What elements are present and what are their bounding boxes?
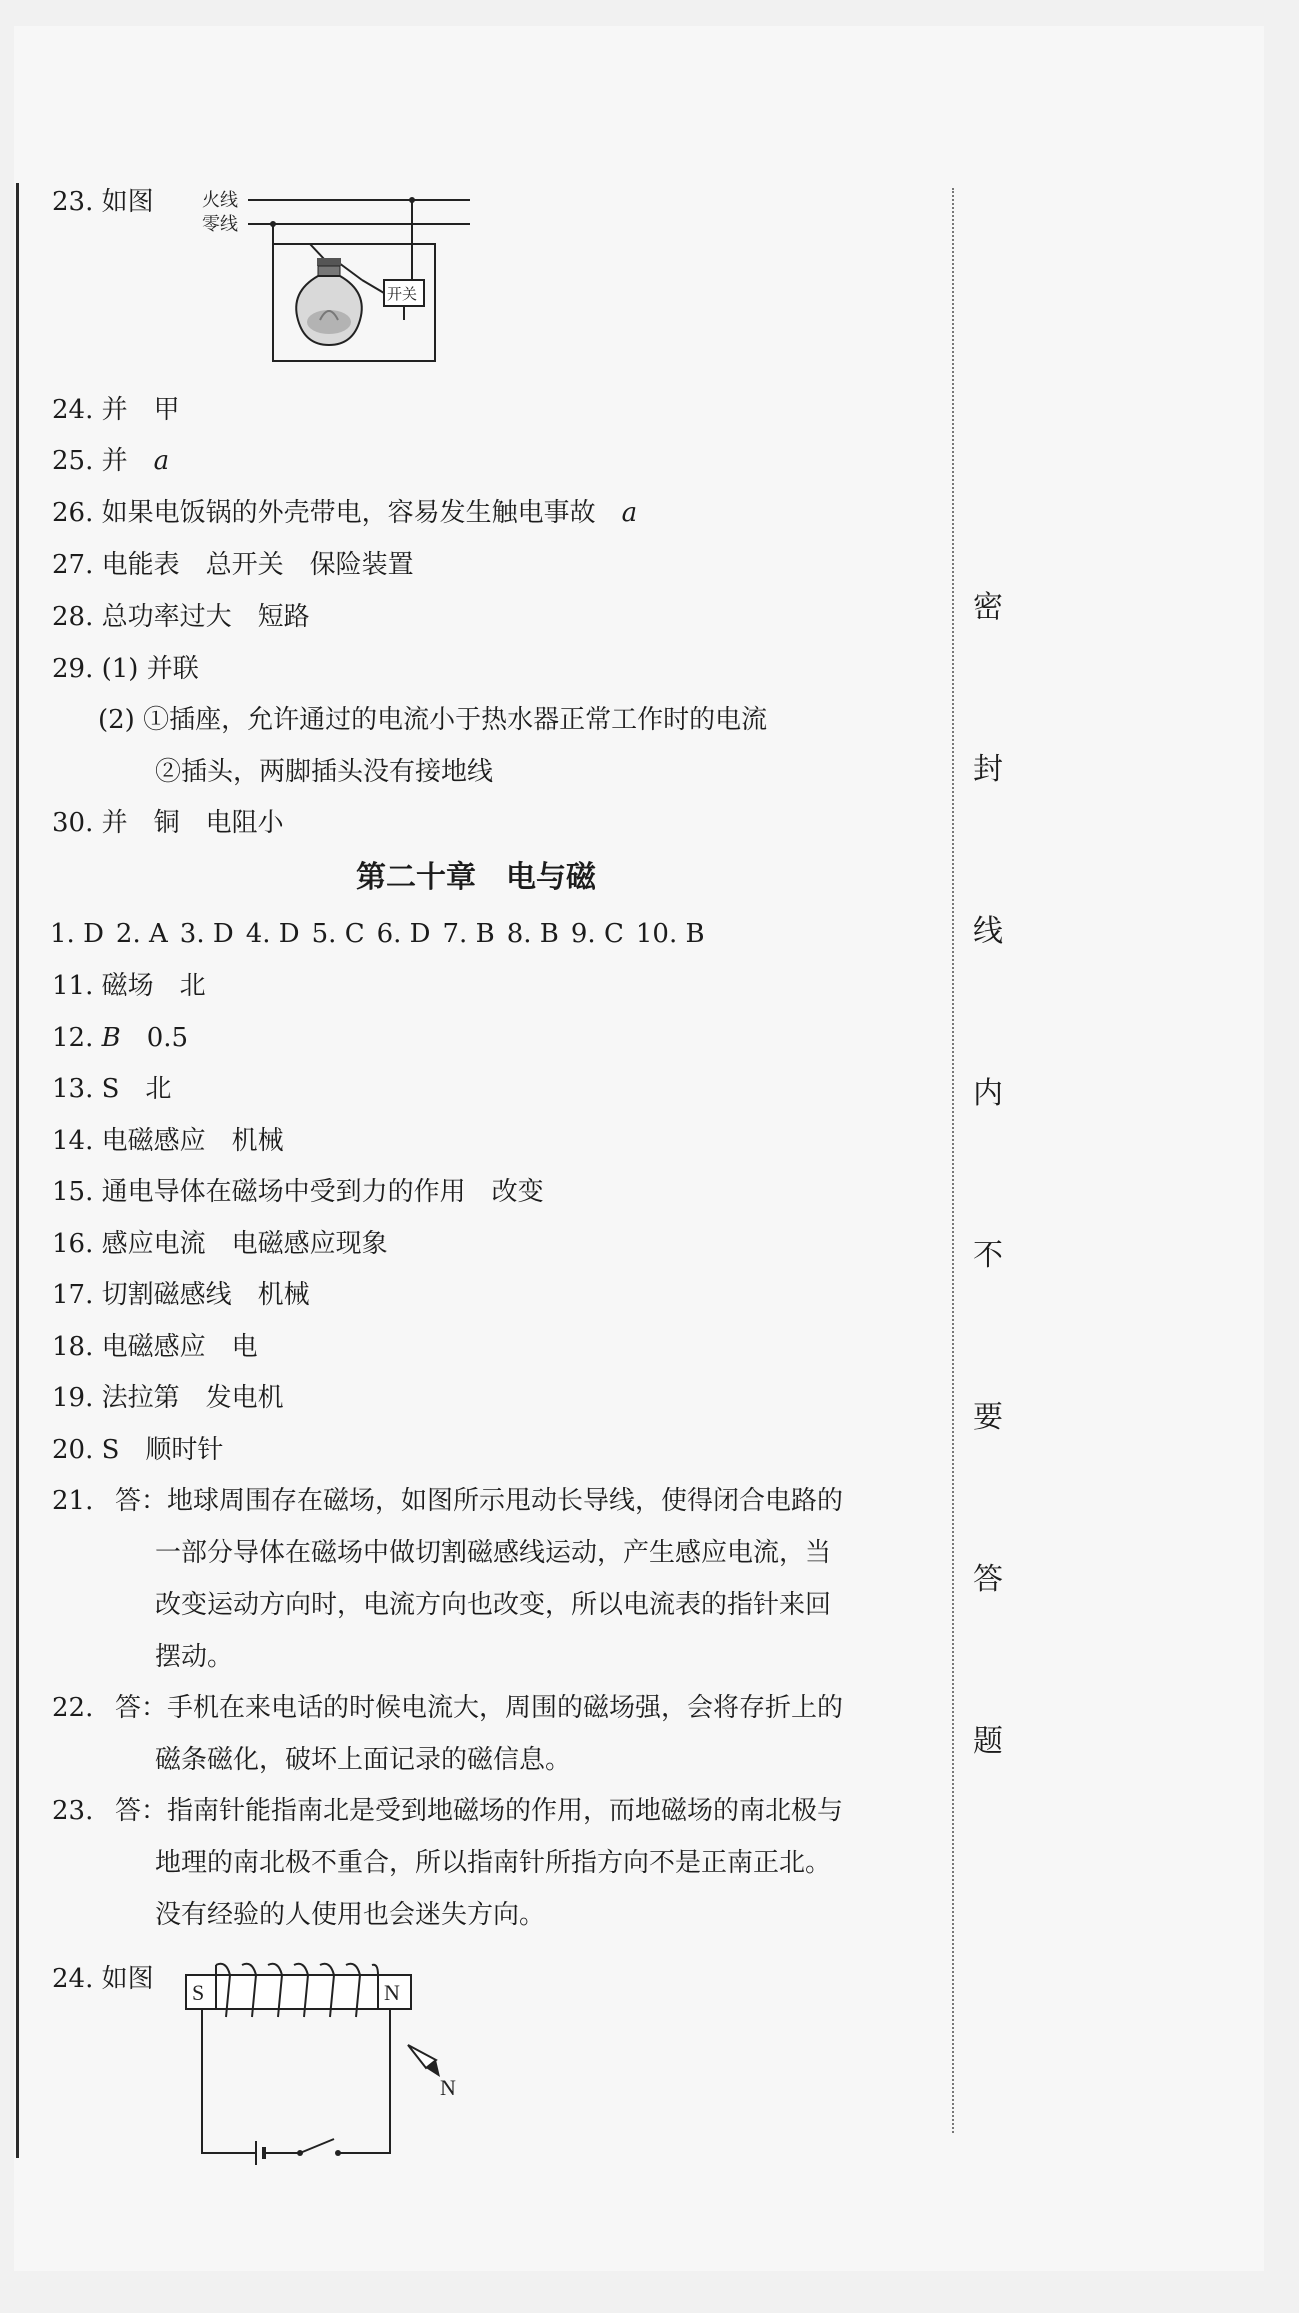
seal-char: 答 (973, 1562, 1003, 1597)
left-margin-rule (16, 183, 19, 2158)
question-22-answer: 答：手机在来电话的时候电流大，周围的磁场强，会将存折上的 磁条磁化，破坏上面记录的磁信息。 (115, 1693, 844, 1775)
question-23-answer: 答：指南针能指南北是受到地磁场的作用，而地磁场的南北极与 地理的南北极不重合，所以指南针所指方向不是正南正北。 没有经验的人使用也会迷失方向。 (115, 1796, 844, 1930)
answer-line: 11. 磁场 北 (52, 971, 206, 1001)
answer-line: ②插头，两脚插头没有接地线 (155, 757, 494, 787)
answer-line: (2) ①插座，允许通过的电流小于热水器正常工作时的电流 (98, 705, 768, 735)
seal-char: 题 (973, 1724, 1003, 1759)
battery-icon (256, 2141, 298, 2165)
question-21-answer: 答：地球周围存在磁场，如图所示甩动长导线，使得闭合电路的 一部分导体在磁场中做切割磁感线运动，产生感应电流，当 改变运动方向时，电流方向也改变，所以电流表的指针来回 摆动。 (115, 1486, 844, 1672)
answer-line: 26. 如果电饭锅的外壳带电，容易发生触电事故 a (52, 498, 638, 528)
answer-line: 17. 切割磁感线 机械 (52, 1280, 310, 1310)
south-pole-label: S (192, 1980, 205, 2005)
household-circuit-diagram (190, 180, 490, 370)
answer-line: 30. 并 铜 电阻小 (52, 808, 284, 838)
question-24-label: 24. 如图 (52, 1964, 154, 1994)
compass-needle-icon (408, 2045, 440, 2077)
answer-line: 24. 并 甲 (52, 395, 180, 425)
compass-north-label: N (440, 2075, 456, 2100)
seal-char: 要 (973, 1400, 1003, 1435)
answer-line: 20. S 顺时针 (52, 1435, 224, 1465)
seal-char: 密 (973, 590, 1003, 625)
question-23-label: 23. 如图 (52, 187, 154, 217)
multiple-choice-answers: 1. D 2. A 3. D 4. D 5. C 6. D 7. B 8. B 9. C 10. B (50, 919, 705, 949)
seal-dotted-line (952, 188, 954, 2133)
solenoid-circuit-diagram (178, 1955, 498, 2165)
light-bulb-icon (296, 244, 384, 345)
question-23-number: 23. (52, 1796, 94, 1826)
seal-char: 线 (973, 914, 1003, 949)
answer-line: 13. S 北 (52, 1074, 172, 1104)
switch-icon (297, 2139, 341, 2156)
seal-char: 内 (973, 1076, 1003, 1111)
question-21-number: 21. (52, 1486, 94, 1516)
answer-line: 28. 总功率过大 短路 (52, 602, 310, 632)
chapter-title: 第二十章 电与磁 (356, 860, 596, 895)
answer-line: 27. 电能表 总开关 保险装置 (52, 550, 414, 580)
answer-line: 29. (1) 并联 (52, 654, 199, 684)
answer-line: 18. 电磁感应 电 (52, 1332, 258, 1362)
answer-line: 14. 电磁感应 机械 (52, 1126, 284, 1156)
question-22-number: 22. (52, 1693, 94, 1723)
answer-line: 15. 通电导体在磁场中受到力的作用 改变 (52, 1177, 544, 1207)
answer-line: 12. B 0.5 (52, 1023, 189, 1053)
north-pole-label: N (384, 1980, 400, 2005)
answer-line: 16. 感应电流 电磁感应现象 (52, 1229, 388, 1259)
neutral-line-label: 零线 (202, 214, 238, 234)
fire-line-label: 火线 (202, 190, 238, 210)
seal-char: 封 (973, 752, 1003, 787)
seal-char: 不 (973, 1238, 1003, 1273)
answer-line: 19. 法拉第 发电机 (52, 1383, 284, 1413)
switch-label: 开关 (387, 287, 418, 303)
answer-line: 25. 并 a (52, 446, 170, 476)
